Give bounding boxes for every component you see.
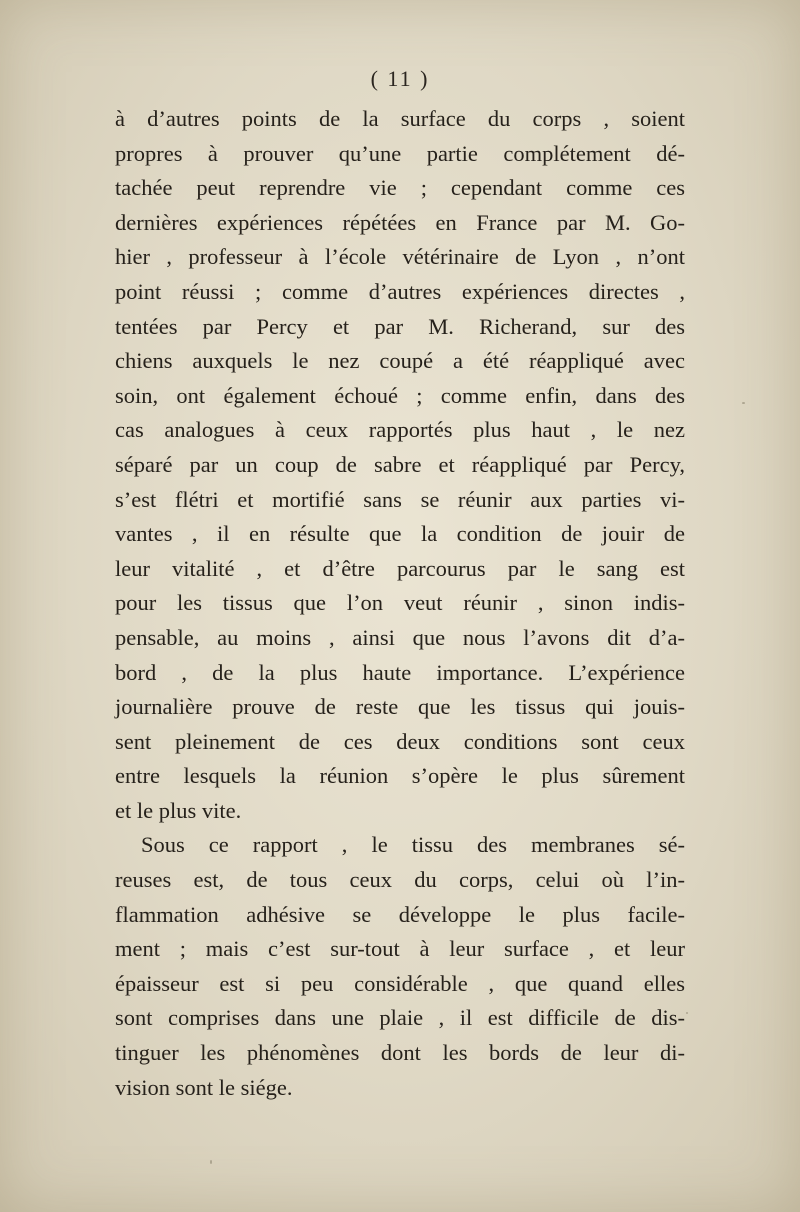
text-line: s’est flétri et mortifié sans se réunir aux parties vi-: [115, 486, 685, 512]
text-line: ment ; mais c’est sur-tout à leur surface , et leur: [115, 936, 685, 962]
paragraph-2: [115, 828, 685, 1105]
paper-speck: [210, 1160, 212, 1164]
text-line: séparé par un coup de sabre et réappliqué par Percy,: [115, 451, 685, 477]
text-line: entre lesquels la réunion s’opère le plus sûrement: [115, 763, 685, 789]
paper-speck: [686, 1012, 688, 1014]
text-line: vision sont le siége.: [115, 1074, 293, 1100]
paragraph-1: [115, 102, 685, 828]
text-line: pour les tissus que l’on veut réunir , sinon indis-: [115, 590, 685, 616]
text-line: flammation adhésive se développe le plus facile-: [115, 901, 685, 927]
text-line: sont comprises dans une plaie , il est difficile de dis-: [115, 1005, 685, 1031]
text-line: chiens auxquels le nez coupé a été réappliqué avec: [115, 348, 685, 374]
paper-speck: [742, 402, 745, 404]
text-line: dernières expériences répétées en France par M. Go-: [115, 209, 685, 235]
text-line: épaisseur est si peu considérable , que quand elles: [115, 970, 685, 996]
text-line: bord , de la plus haute importance. L’expérience: [115, 659, 685, 685]
text-line: leur vitalité , et d’être parcourus par le sang est: [115, 555, 685, 581]
text-line: sent pleinement de ces deux conditions sont ceux: [115, 728, 685, 754]
text-line: Sous ce rapport , le tissu des membranes sé-: [141, 832, 685, 858]
text-line: point réussi ; comme d’autres expériences directes ,: [115, 278, 685, 304]
text-line: tentées par Percy et par M. Richerand, sur des: [115, 313, 685, 339]
text-line: tinguer les phénomènes dont les bords de leur di-: [115, 1040, 685, 1066]
text-line: pensable, au moins , ainsi que nous l’avons dit d’a-: [115, 624, 685, 650]
text-line: vantes , il en résulte que la condition de jouir de: [115, 521, 685, 547]
text-line: reuses est, de tous ceux du corps, celui où l’in-: [115, 867, 685, 893]
text-line: journalière prouve de reste que les tissus qui jouis-: [115, 694, 685, 720]
text-line: et le plus vite.: [115, 797, 242, 823]
page-number: ( 11 ): [370, 66, 430, 91]
text-line: propres à prouver qu’une partie complétement dé-: [115, 140, 685, 166]
body-text: [115, 102, 685, 1105]
text-line: à d’autres points de la surface du corps , soient: [115, 106, 685, 131]
text-line: hier , professeur à l’école vétérinaire de Lyon , n’ont: [115, 244, 685, 270]
text-line: tachée peut reprendre vie ; cependant comme ces: [115, 175, 685, 201]
text-line: cas analogues à ceux rapportés plus haut , le nez: [115, 417, 685, 443]
text-line: soin, ont également échoué ; comme enfin, dans des: [115, 382, 685, 408]
